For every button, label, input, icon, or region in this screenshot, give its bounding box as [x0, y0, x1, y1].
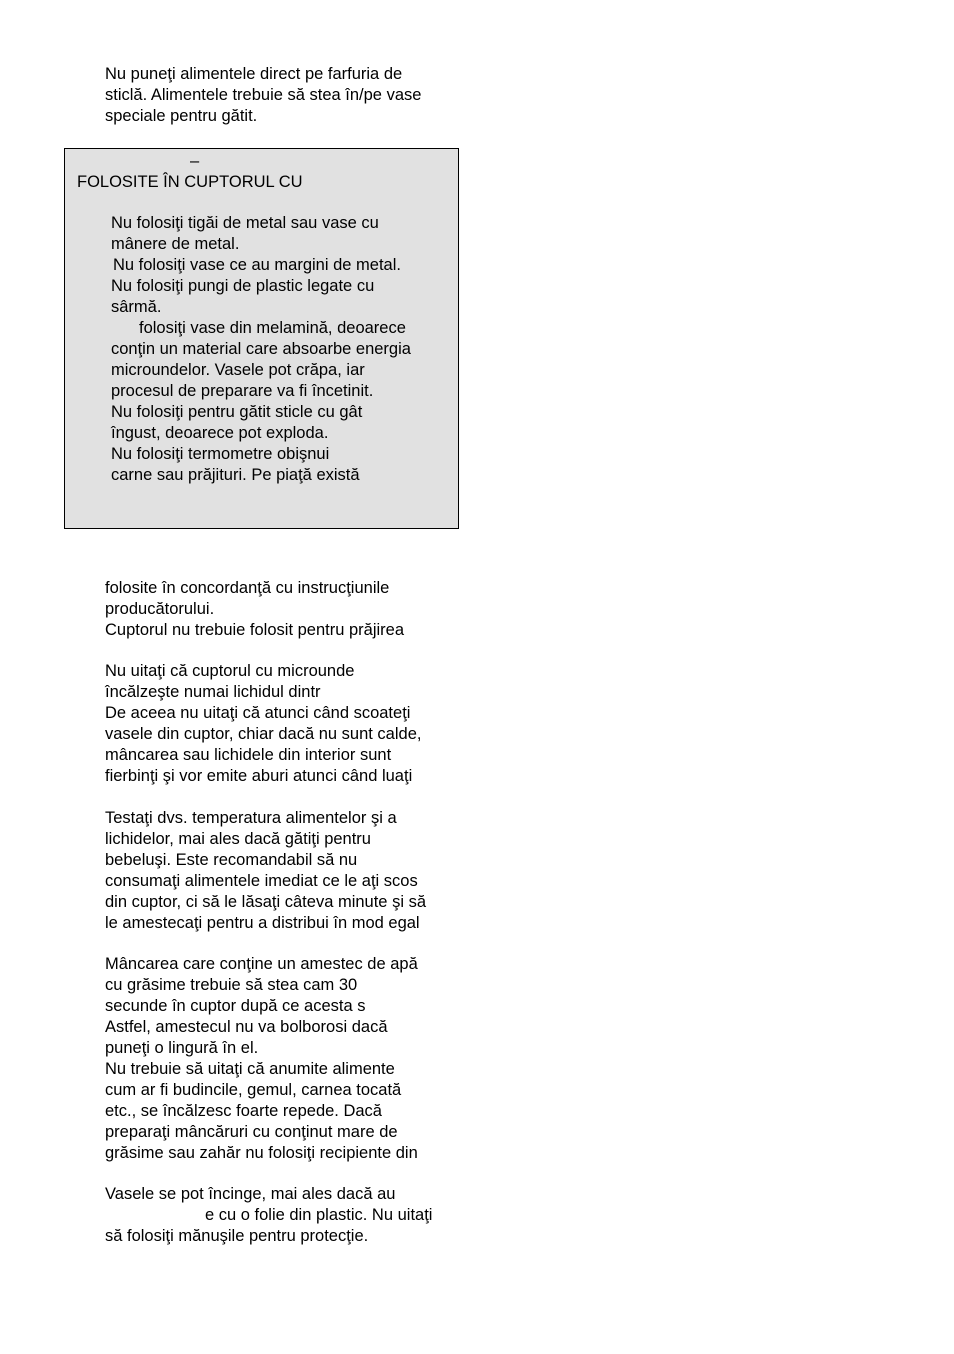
text-line: etc., se încălzesc foarte repede. Dacă	[105, 1102, 382, 1120]
list-item: Nu folosiţi tigăi de metal sau vase cu	[111, 214, 379, 232]
text-line: Nu trebuie să uitaţi că anumite alimente	[105, 1060, 395, 1078]
list-item: Nu folosiţi vase ce au margini de metal.	[113, 256, 401, 274]
text-line: încălzeşte numai lichidul dintr	[105, 683, 321, 701]
heading-dash: –	[190, 152, 200, 170]
text-line: consumaţi alimentele imediat ce le aţi scos	[105, 872, 418, 890]
text-line: le amestecaţi pentru a distribui în mod egal	[105, 914, 420, 932]
text-line: sticlă. Alimentele trebuie să stea în/pe vase	[105, 86, 422, 104]
text-line: Mâncarea care conţine un amestec de apă	[105, 955, 418, 973]
cookware-warning-box	[64, 148, 459, 529]
list-item: microundelor. Vasele pot crăpa, iar	[111, 361, 365, 379]
text-line: cum ar fi budincile, gemul, carnea tocată	[105, 1081, 402, 1099]
list-item: procesul de preparare va fi încetinit.	[111, 382, 374, 400]
text-line: producătorului.	[105, 600, 215, 618]
text-line: e cu o folie din plastic. Nu uitaţi	[205, 1206, 433, 1224]
list-item: folosiţi vase din melamină, deoarece	[139, 319, 406, 337]
text-line: De aceea nu uitaţi că atunci când scoateţi	[105, 704, 411, 722]
text-line: vasele din cuptor, chiar dacă nu sunt calde,	[105, 725, 422, 743]
text-line: Nu uitaţi că cuptorul cu microunde	[105, 662, 355, 680]
text-line: din cuptor, ci să le lăsaţi câteva minute şi să	[105, 893, 426, 911]
list-item: îngust, deoarece pot exploda.	[111, 424, 329, 442]
text-line: cu grăsime trebuie să stea cam 30	[105, 976, 358, 994]
text-line: speciale pentru gătit.	[105, 107, 258, 125]
box-heading: FOLOSITE ÎN CUPTORUL CU	[77, 173, 303, 191]
text-line: Testaţi dvs. temperatura alimentelor şi a	[105, 809, 397, 827]
text-line: puneţi o lingură în el.	[105, 1039, 259, 1057]
text-line: grăsime sau zahăr nu folosiţi recipiente din	[105, 1144, 418, 1162]
list-item: mânere de metal.	[111, 235, 240, 253]
list-item: Nu folosiţi pungi de plastic legate cu	[111, 277, 375, 295]
text-line: preparaţi mâncăruri cu conţinut mare de	[105, 1123, 398, 1141]
list-item: sârmă.	[111, 298, 162, 316]
text-line: mâncarea sau lichidele din interior sunt	[105, 746, 392, 764]
text-line: secunde în cuptor după ce acesta s	[105, 997, 366, 1015]
text-line: Astfel, amestecul nu va bolborosi dacă	[105, 1018, 388, 1036]
text-line: fierbinţi şi vor emite aburi atunci când luaţi	[105, 767, 413, 785]
list-item: carne sau prăjituri. Pe piaţă există	[111, 466, 360, 484]
text-line: Nu puneţi alimentele direct pe farfuria de	[105, 65, 403, 83]
text-line: Vasele se pot încinge, mai ales dacă au	[105, 1185, 396, 1203]
text-line: Cuptorul nu trebuie folosit pentru prăjirea	[105, 621, 405, 639]
text-line: să folosiţi mănuşile pentru protecţie.	[105, 1227, 369, 1245]
text-line: bebeluşi. Este recomandabil să nu	[105, 851, 358, 869]
text-line: lichidelor, mai ales dacă gătiţi pentru	[105, 830, 371, 848]
list-item: Nu folosiţi pentru gătit sticle cu gât	[111, 403, 363, 421]
text-line: folosite în concordanţă cu instrucţiunile	[105, 579, 390, 597]
list-item: Nu folosiţi termometre obişnui	[111, 445, 330, 463]
list-item: conţin un material care absoarbe energia	[111, 340, 411, 358]
